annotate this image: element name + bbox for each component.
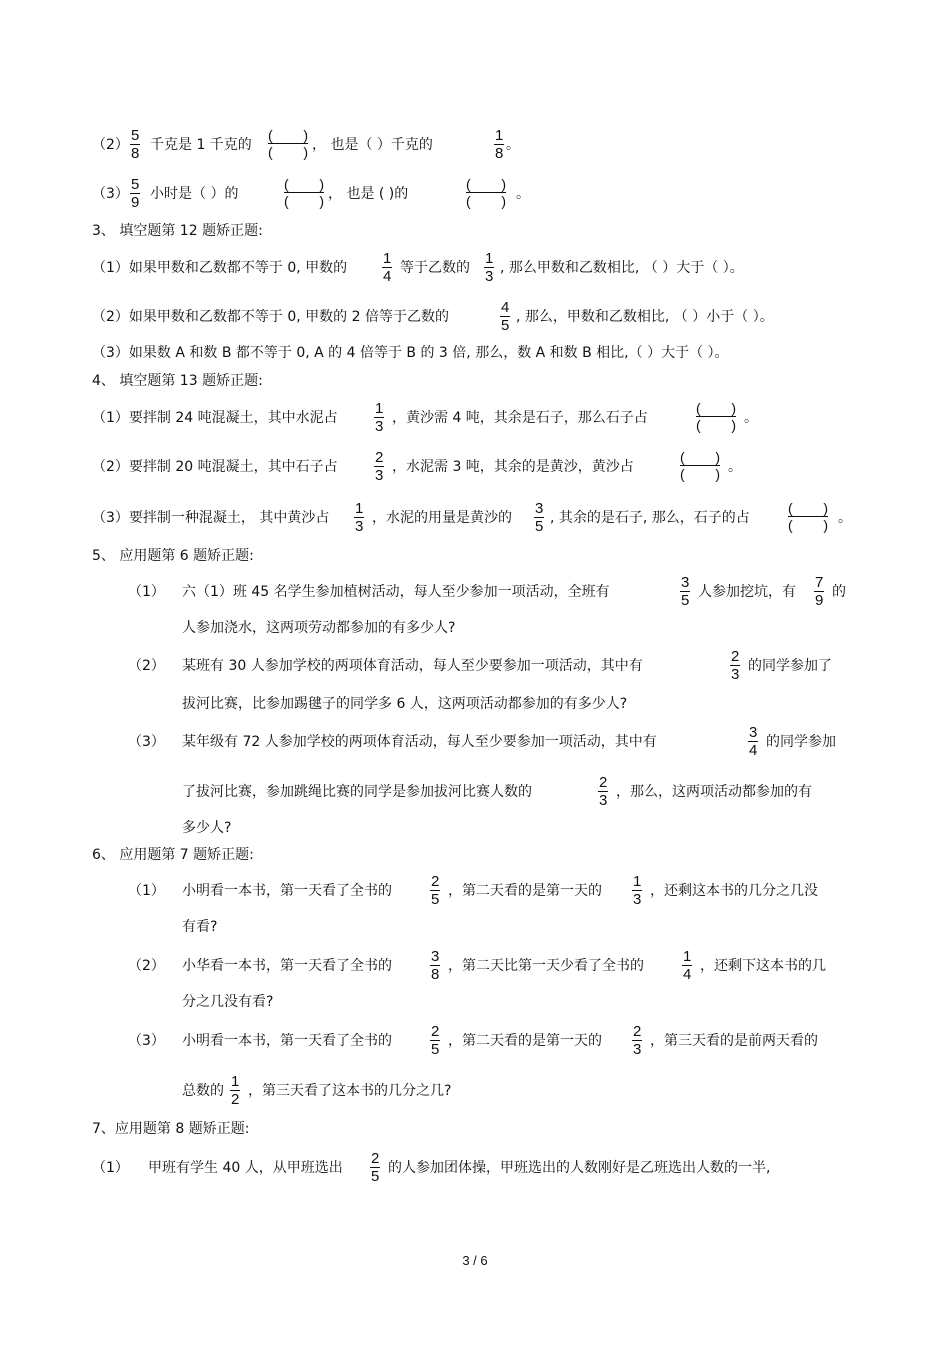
sec6-p1-b: ，第二天看的是第一天的: [448, 883, 602, 899]
sec6-p3-c: ，第三天看的是前两天看的: [650, 1033, 818, 1049]
fraction-1-3: 1 3: [633, 873, 642, 908]
sec6-p1-c: ，还剩这本书的几分之几没: [650, 883, 818, 899]
answer-blank[interactable]: ( ) ( ): [284, 176, 324, 209]
fraction-1-2: 1 2: [231, 1073, 240, 1108]
sec3-line2-b: , 那么，甲数和乙数相比, （ ）小于（ ）。: [516, 309, 774, 325]
sec6-p3-e: ，第三天看了这本书的几分之几?: [248, 1083, 452, 1099]
fraction-1-8: 1 8: [495, 127, 504, 162]
fraction-3-5: 3 5: [535, 500, 544, 535]
sec6-p3-number: （3）: [128, 1033, 165, 1049]
item-2-text-a: 千克是 1 千克的: [150, 137, 252, 153]
sec3-line1-b: 等于乙数的: [400, 260, 470, 276]
sec3-line1-c: , 那么甲数和乙数相比, （ ）大于（ ）。: [500, 260, 744, 276]
sec3-line1-a: （1）如果甲数和乙数都不等于 0, 甲数的: [92, 260, 348, 276]
sec6-p1-a: 小明看一本书，第一天看了全书的: [182, 883, 392, 899]
sec5-p2-number: （2）: [128, 658, 165, 674]
answer-blank[interactable]: ( ) ( ): [268, 127, 308, 160]
fraction-2-5: 2 5: [431, 873, 440, 908]
sec5-p3-c: 了拔河比赛，参加跳绳比赛的同学是参加拔河比赛人数的: [182, 784, 532, 800]
sec6-p2-c: ，还剩下这本书的几: [700, 958, 826, 974]
fraction-1-4: 1 4: [383, 250, 392, 285]
sec6-p2-d: 分之几没有看?: [182, 994, 274, 1010]
fraction-3-5: 3 5: [681, 574, 690, 609]
fraction-1-3: 1 3: [485, 250, 494, 285]
sec6-p3-a: 小明看一本书，第一天看了全书的: [182, 1033, 392, 1049]
fraction-7-9: 7 9: [815, 574, 824, 609]
sec5-p3-d: ，那么，这两项活动都参加的有: [616, 784, 812, 800]
sec5-p2-a: 某班有 30 人参加学校的两项体育活动，每人至少要参加一项活动，其中有: [182, 658, 643, 674]
fraction-4-5: 4 5: [501, 299, 510, 334]
sec4-line1-end: 。: [744, 410, 758, 426]
fraction-1-3: 1 3: [355, 500, 364, 535]
sec5-p3-b: 的同学参加: [766, 734, 836, 750]
sec6-p2-a: 小华看一本书，第一天看了全书的: [182, 958, 392, 974]
fraction-2-5: 2 5: [431, 1023, 440, 1058]
fraction-2-3: 2 3: [633, 1023, 642, 1058]
sec5-p3-a: 某年级有 72 人参加学校的两项体育活动，每人至少要参加一项活动，其中有: [182, 734, 657, 750]
item-3-text-b: ， 也是 ( )的: [328, 186, 409, 202]
item-3-end: 。: [516, 186, 530, 202]
sec4-line3-end: 。: [838, 510, 852, 526]
item-3-text-a: 小时是（ ）的: [150, 186, 239, 202]
sec6-p2-b: ，第二天比第一天少看了全书的: [448, 958, 644, 974]
sec7-p1-b: 的人参加团体操，甲班选出的人数刚好是乙班选出人数的一半,: [388, 1160, 771, 1176]
sec5-p1-a: 六（1）班 45 名学生参加植树活动，每人至少参加一项活动，全班有: [182, 584, 610, 600]
answer-blank[interactable]: ( ) ( ): [788, 500, 828, 533]
item-3-number: （3）: [92, 186, 129, 202]
sec5-p1-c: 的: [832, 584, 846, 600]
sec5-p3-e: 多少人?: [182, 820, 232, 836]
sec5-p1-d: 人参加浇水，这两项劳动都参加的有多少人?: [182, 620, 456, 636]
sec5-p2-b: 的同学参加了: [748, 658, 832, 674]
sec4-line3-a: （3）要拌制一种混凝土， 其中黄沙占: [92, 510, 330, 526]
item-2-number: （2）: [92, 137, 129, 153]
section-4-title: 4、 填空题第 13 题矫正题:: [92, 373, 263, 389]
sec4-line2-a: （2）要拌制 20 吨混凝土，其中石子占: [92, 459, 338, 475]
fraction-1-4: 1 4: [683, 948, 692, 983]
section-7-title: 7、应用题第 8 题矫正题:: [92, 1121, 250, 1137]
section-3-title: 3、 填空题第 12 题矫正题:: [92, 223, 263, 239]
sec4-line3-c: , 其余的是石子, 那么，石子的占: [550, 510, 750, 526]
fraction-2-3: 2 3: [731, 648, 740, 683]
item-2-end: 。: [506, 137, 520, 153]
sec4-line1-a: （1）要拌制 24 吨混凝土，其中水泥占: [92, 410, 338, 426]
sec4-line2-end: 。: [728, 459, 742, 475]
section-6-title: 6、 应用题第 7 题矫正题:: [92, 847, 254, 863]
sec7-p1-number: （1）: [92, 1160, 129, 1176]
fraction-3-4: 3 4: [749, 724, 758, 759]
sec5-p1-number: （1）: [128, 584, 165, 600]
sec5-p1-b: 人参加挖坑，有: [698, 584, 796, 600]
sec5-p2-c: 拔河比赛，比参加踢毽子的同学多 6 人，这两项活动都参加的有多少人?: [182, 696, 628, 712]
sec5-p3-number: （3）: [128, 734, 165, 750]
sec4-line2-b: ，水泥需 3 吨，其余的是黄沙，黄沙占: [392, 459, 634, 475]
sec4-line1-b: ，黄沙需 4 吨，其余是石子，那么石子占: [392, 410, 648, 426]
item-2-text-b: ， 也是（ ）千克的: [312, 137, 433, 153]
sec7-p1-a: 甲班有学生 40 人，从甲班选出: [148, 1160, 343, 1176]
answer-blank[interactable]: ( ) ( ): [680, 449, 720, 482]
sec3-line2-a: （2）如果甲数和乙数都不等于 0, 甲数的 2 倍等于乙数的: [92, 309, 449, 325]
page-number: 3 / 6: [462, 1253, 488, 1268]
sec6-p1-number: （1）: [128, 883, 165, 899]
section-5-title: 5、 应用题第 6 题矫正题:: [92, 548, 254, 564]
fraction-5-9: 5 9: [131, 176, 140, 211]
sec6-p1-d: 有看?: [182, 919, 218, 935]
fraction-2-3: 2 3: [375, 449, 384, 484]
fraction-5-8: 5 8: [131, 127, 140, 162]
sec6-p3-d: 总数的: [182, 1083, 224, 1099]
answer-blank[interactable]: ( ) ( ): [466, 176, 506, 209]
fraction-3-8: 3 8: [431, 948, 440, 983]
answer-blank[interactable]: ( ) ( ): [696, 400, 736, 433]
sec3-line3: （3）如果数 A 和数 B 都不等于 0, A 的 4 倍等于 B 的 3 倍, 那么，数 A 和数 B 相比,（ ）大于（ ）。: [92, 345, 729, 361]
sec6-p2-number: （2）: [128, 958, 165, 974]
sec6-p3-b: ，第二天看的是第一天的: [448, 1033, 602, 1049]
fraction-1-3: 1 3: [375, 400, 384, 435]
fraction-2-5: 2 5: [371, 1150, 380, 1185]
sec4-line3-b: ，水泥的用量是黄沙的: [372, 510, 512, 526]
fraction-2-3: 2 3: [599, 774, 608, 809]
